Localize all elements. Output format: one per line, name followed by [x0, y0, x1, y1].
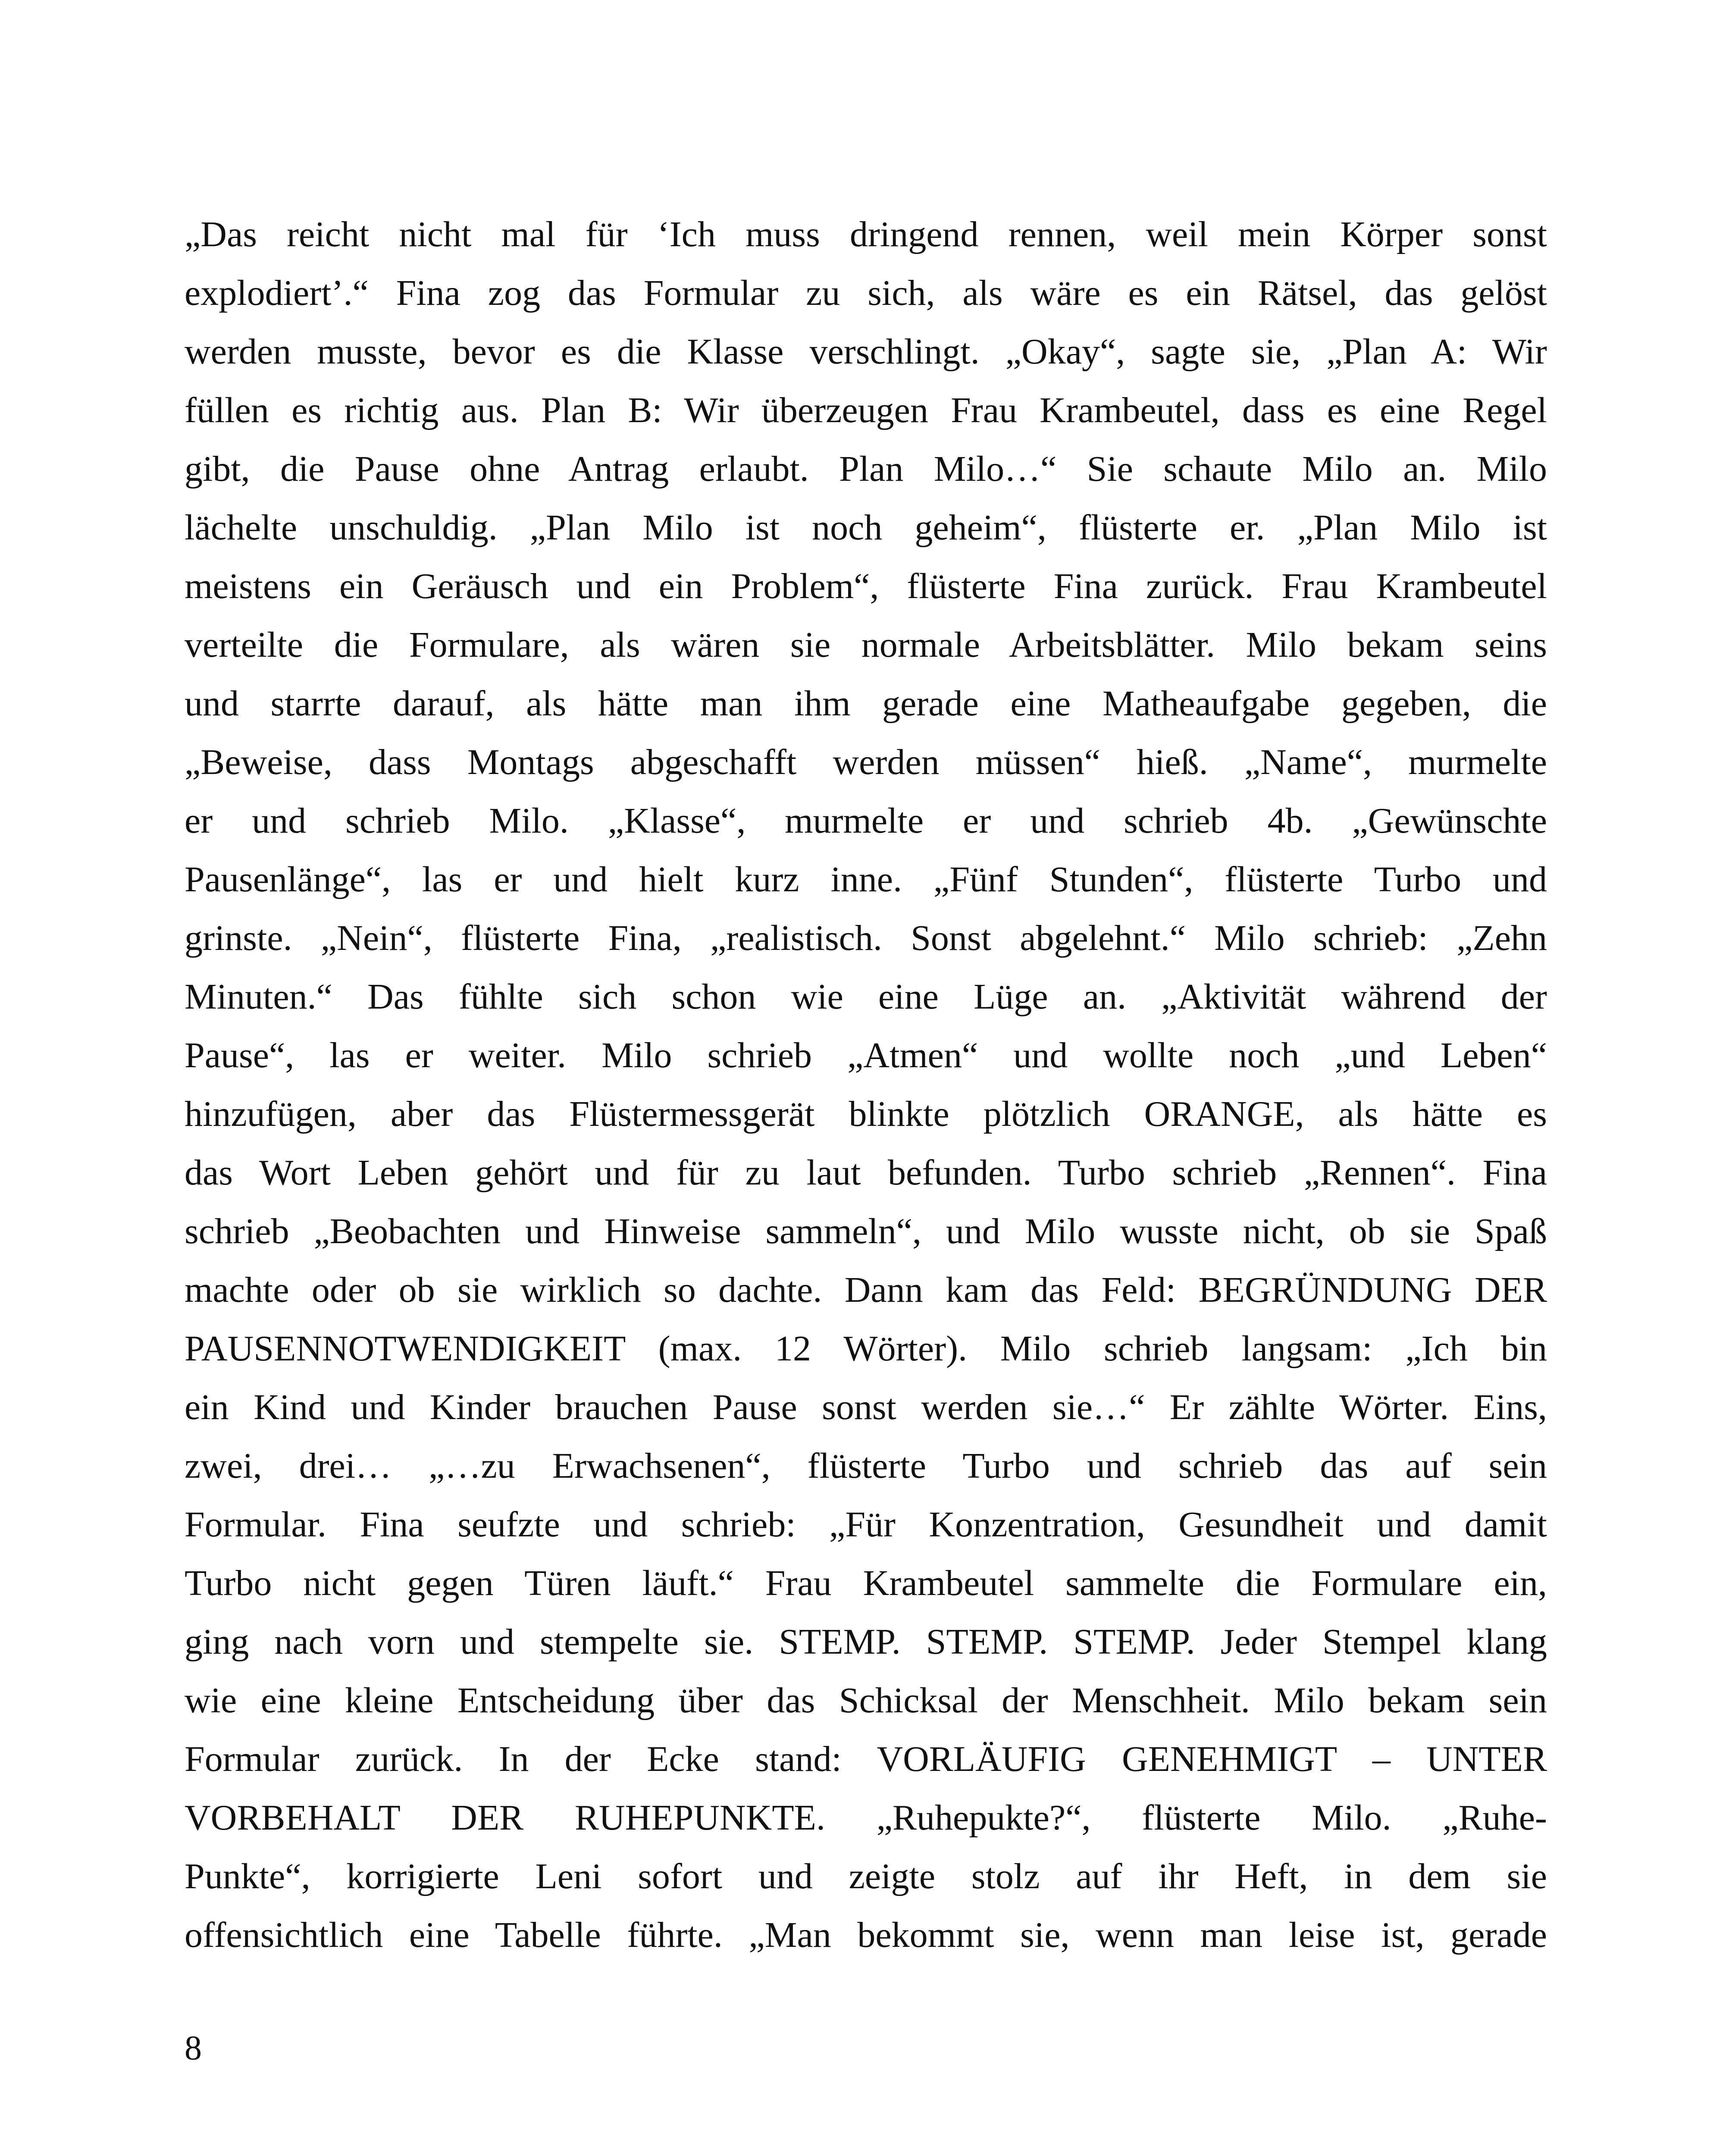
text-line: „Das reicht nicht mal für ‘Ich muss dringend rennen, weil mein Körper sonst [185, 214, 1547, 254]
text-line: lächelte unschuldig. „Plan Milo ist noch geheim“, flüsterte er. „Plan Milo ist [185, 508, 1547, 548]
text-line: VORBEHALT DER RUHEPUNKTE. „Ruhepukte?“, flüsterte Milo. „Ruhe- [185, 1798, 1547, 1838]
text-line: werden musste, bevor es die Klasse verschlingt. „Okay“, sagte sie, „Plan A: Wir [185, 332, 1547, 372]
text-line: Pausenlänge“, las er und hielt kurz inne. „Fünf Stunden“, flüsterte Turbo und [185, 859, 1547, 899]
text-line: füllen es richtig aus. Plan B: Wir überzeugen Frau Krambeutel, dass es eine Regel [185, 390, 1547, 430]
text-line: das Wort Leben gehört und für zu laut befunden. Turbo schrieb „Rennen“. Fina [185, 1153, 1547, 1193]
text-line: Turbo nicht gegen Türen läuft.“ Frau Krambeutel sammelte die Formulare ein, [185, 1563, 1547, 1603]
text-line: offensichtlich eine Tabelle führte. „Man bekommt sie, wenn man leise ist, gerade [185, 1915, 1547, 1955]
text-line: Pause“, las er weiter. Milo schrieb „Atmen“ und wollte noch „und Leben“ [185, 1035, 1547, 1075]
text-line: schrieb „Beobachten und Hinweise sammeln“, und Milo wusste nicht, ob sie Spaß [185, 1211, 1547, 1251]
text-line: Minuten.“ Das fühlte sich schon wie eine Lüge an. „Aktivität während der [185, 977, 1547, 1017]
text-line: gibt, die Pause ohne Antrag erlaubt. Plan Milo…“ Sie schaute Milo an. Milo [185, 449, 1547, 489]
text-line: ein Kind und Kinder brauchen Pause sonst werden sie…“ Er zählte Wörter. Eins, [185, 1387, 1547, 1427]
page-number: 8 [185, 2029, 202, 2067]
text-line: Punkte“, korrigierte Leni sofort und zeigte stolz auf ihr Heft, in dem sie [185, 1856, 1547, 1896]
text-line: und starrte darauf, als hätte man ihm gerade eine Matheaufgabe gegeben, die [185, 683, 1547, 724]
text-line: grinste. „Nein“, flüsterte Fina, „realistisch. Sonst abgelehnt.“ Milo schrieb: „Zehn [185, 918, 1547, 958]
text-line: er und schrieb Milo. „Klasse“, murmelte er und schrieb 4b. „Gewünschte [185, 801, 1547, 841]
text-line: machte oder ob sie wirklich so dachte. Dann kam das Feld: BEGRÜNDUNG DER [185, 1270, 1547, 1310]
text-line: verteilte die Formulare, als wären sie normale Arbeitsblätter. Milo bekam seins [185, 625, 1547, 665]
text-line: explodiert’.“ Fina zog das Formular zu sich, als wäre es ein Rätsel, das gelöst [185, 273, 1547, 313]
text-line: „Beweise, dass Montags abgeschafft werden müssen“ hieß. „Name“, murmelte [185, 742, 1547, 782]
text-line: hinzufügen, aber das Flüstermessgerät blinkte plötzlich ORANGE, als hätte es [185, 1094, 1547, 1134]
body-text [185, 205, 1547, 1965]
text-line: Formular. Fina seufzte und schrieb: „Für Konzentration, Gesundheit und damit [185, 1504, 1547, 1545]
text-line: meistens ein Geräusch und ein Problem“, flüsterte Fina zurück. Frau Krambeutel [185, 566, 1547, 606]
text-line: PAUSENNOTWENDIGKEIT (max. 12 Wörter). Milo schrieb langsam: „Ich bin [185, 1329, 1547, 1369]
text-line: ging nach vorn und stempelte sie. STEMP. STEMP. STEMP. Jeder Stempel klang [185, 1622, 1547, 1662]
text-line: zwei, drei… „…zu Erwachsenen“, flüsterte Turbo und schrieb das auf sein [185, 1446, 1547, 1486]
text-line: Formular zurück. In der Ecke stand: VORLÄUFIG GENEHMIGT – UNTER [185, 1739, 1547, 1779]
text-line: wie eine kleine Entscheidung über das Schicksal der Menschheit. Milo bekam sein [185, 1680, 1547, 1720]
